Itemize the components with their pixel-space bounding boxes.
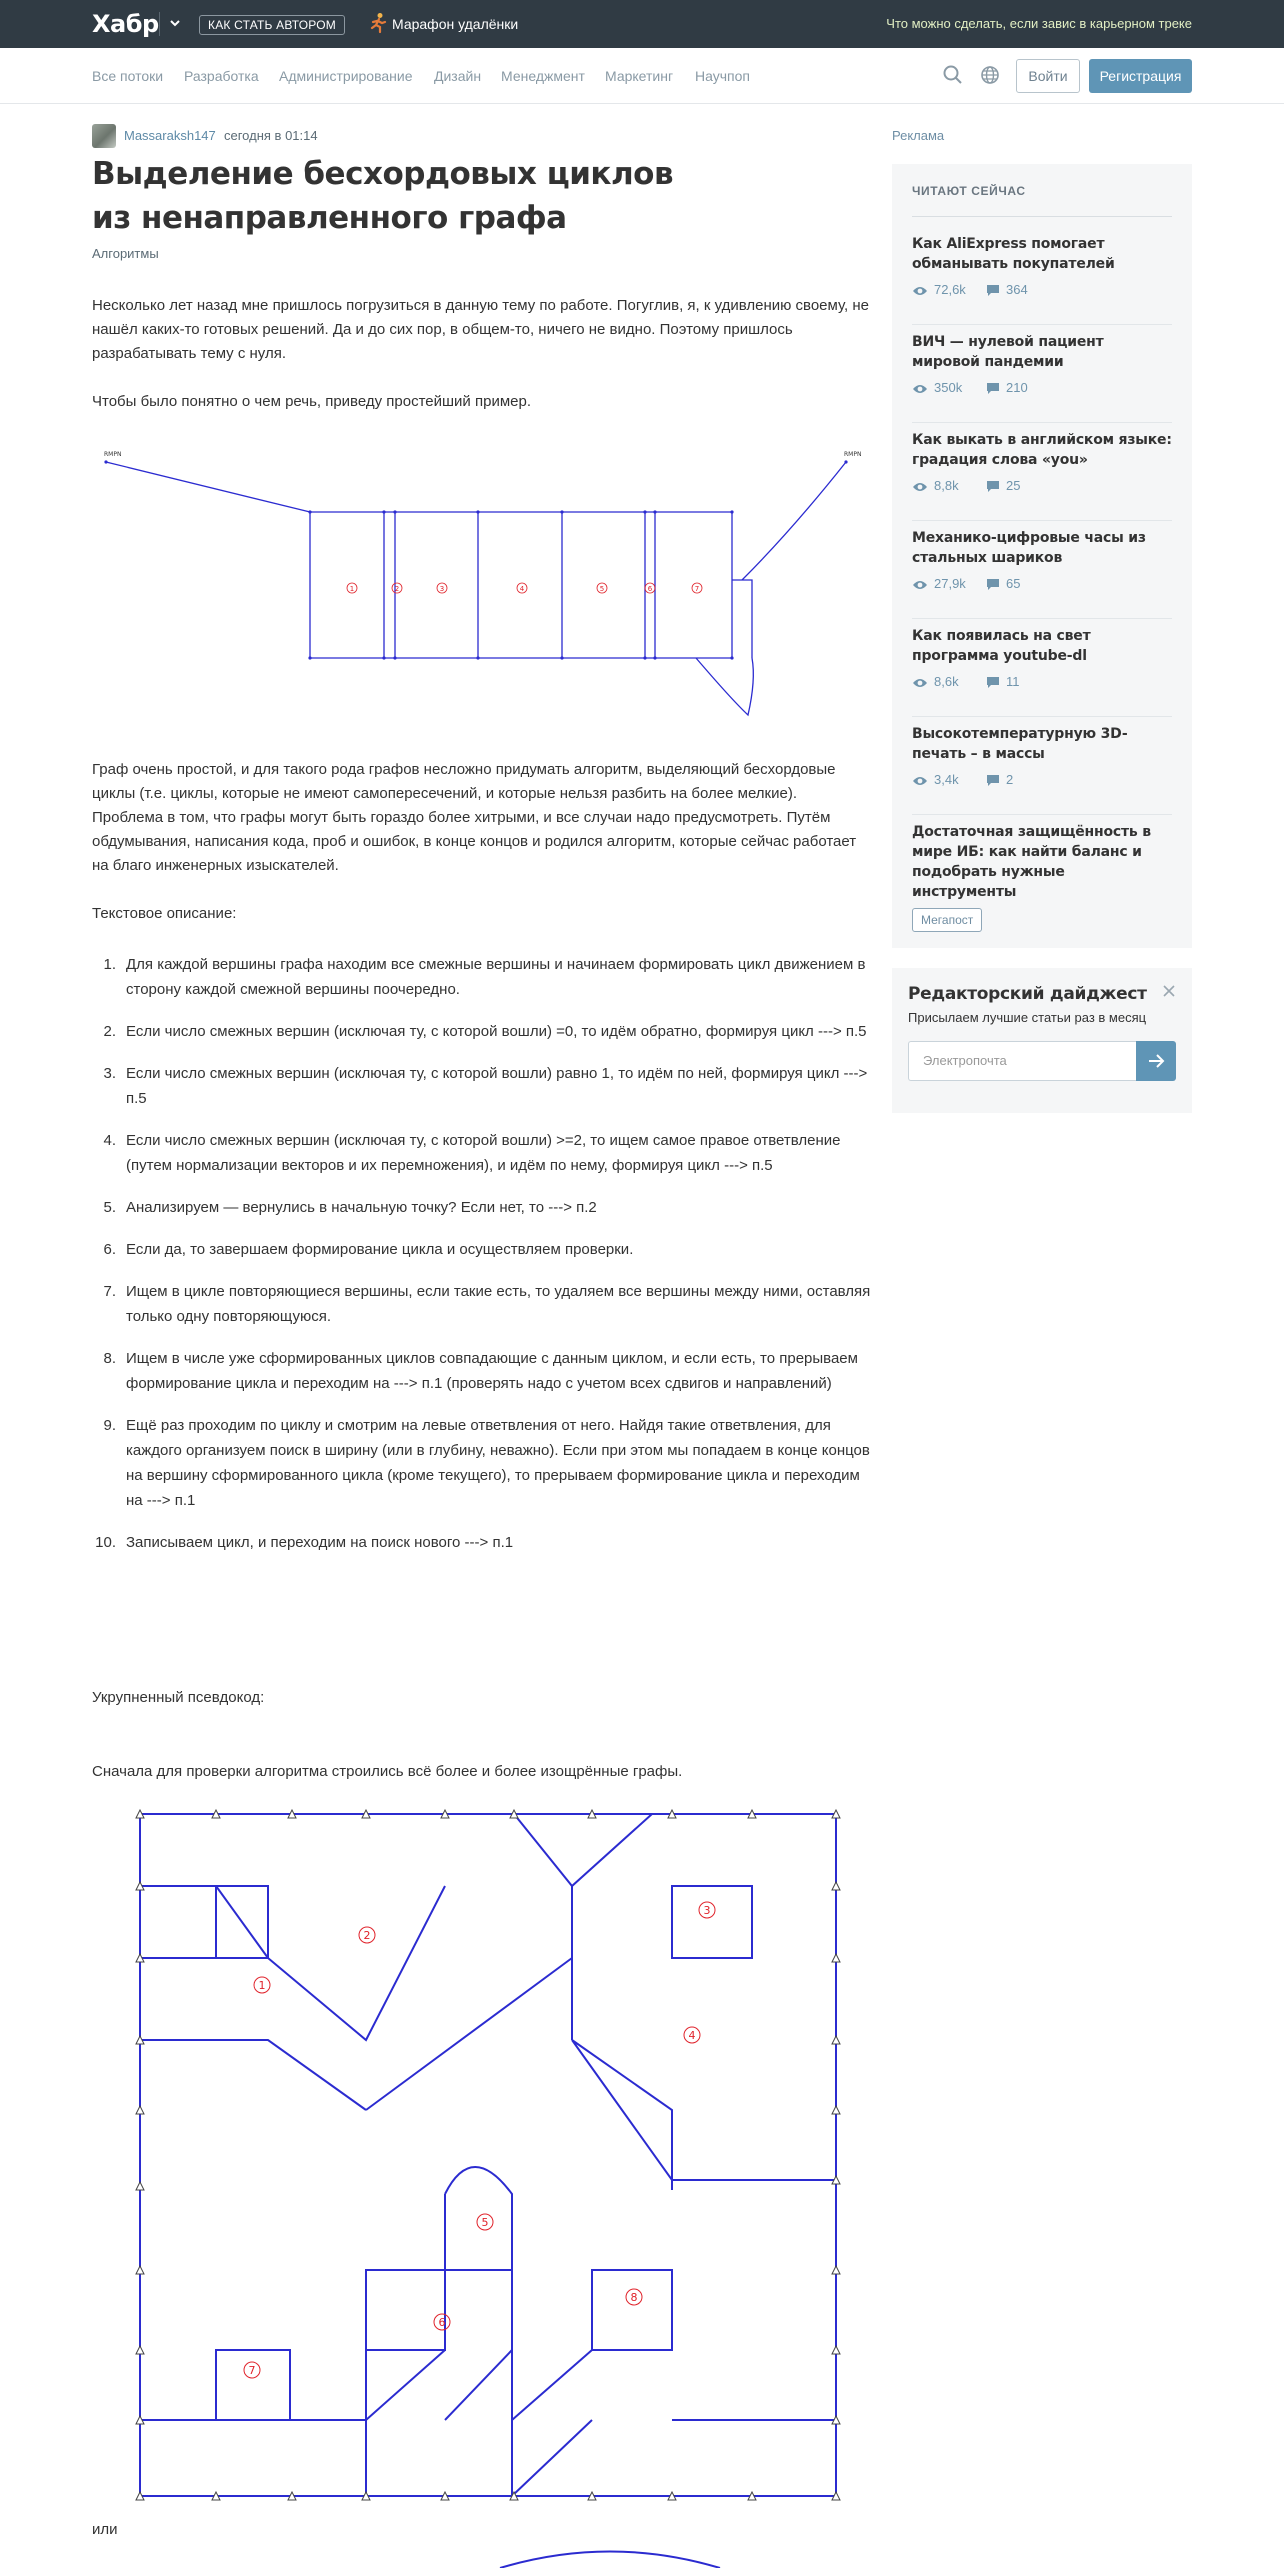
comments-count: 364 [1006, 282, 1028, 297]
career-link[interactable]: Что можно сделать, если завис в карьерном треке [886, 16, 1192, 31]
list-item: Если число смежных вершин (исключая ту, с которой вошли) >=2, то ищем самое правое ответвление (путем нормализации векторов и их перемножения), и идём по нему, формируя цикл ---> п.5 [126, 1132, 841, 1174]
divider [912, 814, 1172, 815]
intro-paragraph: Несколько лет назад мне пришлось погрузиться в данную тему по работе. Погуглив, я, к удивлению своему, не нашёл каких-то готовых решений. Да и до сих пор, в общем-то, ничего не видно. Поэтому пришлось разрабатывать тему с нуля. [92, 297, 869, 362]
eye-icon [912, 677, 928, 689]
or-paragraph: или [92, 2521, 118, 2538]
reading-item-title[interactable]: Механико-цифровые часы из стальных шариков [912, 530, 1146, 566]
svg-text:7: 7 [694, 585, 700, 593]
reading-now-widget [892, 164, 1192, 948]
digest-subtitle: Присылаем лучшие статьи раз в месяц [908, 1010, 1147, 1025]
email-field[interactable]: Электропочта [908, 1041, 1136, 1081]
nav-admin[interactable]: Администрирование [279, 68, 413, 84]
reading-item-title[interactable]: ВИЧ — нулевой пациент мировой пандемии [912, 334, 1104, 370]
graph-paragraph: Граф очень простой, и для такого рода графов несложно придумать алгоритм, выделяющий бесхордовые циклы (т.е. циклы, которые не имеют самопересечений, и которые нельзя разбить на более мелкие). Проблема в том, что графы могут быть гораздо более хитрыми, и все случаи надо предусмотреть. Путём обдумывания, написания кода, проб и ошибок, в конце концов и родился алгоритм, которые сейчас работает на благо инженерных изыскателей. [92, 761, 857, 874]
views-count: 8,8k [934, 478, 959, 493]
svg-text:RMPN: RMPN [104, 451, 122, 458]
comments-count: 11 [1006, 674, 1020, 689]
digest-title: Редакторский дайджест [908, 984, 1147, 1004]
comments-count: 65 [1006, 576, 1021, 591]
reading-item-title[interactable]: Как выкать в английском языке: градация слова «you» [912, 432, 1172, 468]
simple-graph-figure [92, 440, 872, 730]
author-link[interactable]: Massaraksh147 [124, 128, 216, 143]
reading-item-title[interactable]: Достаточная защищённость в мире ИБ: как найти баланс и подобрать нужные инструменты [912, 824, 1151, 900]
reading-item-title[interactable]: Как появилась на свет программа youtube-dl [912, 628, 1091, 664]
list-item: Ищем в числе уже сформированных циклов совпадающие с данным циклом, и если есть, то прерываем формирование цикла и переходим на ---> п.1 (проверять надо с учетом всех сдвигов и направлений) [126, 1350, 858, 1392]
views-count: 350k [934, 380, 963, 395]
hub-link[interactable]: Алгоритмы [92, 246, 159, 261]
list-item: Для каждой вершины графа находим все смежные вершины и начинаем формировать цикл движением в сторону каждой смежной вершины поочередно. [126, 956, 866, 998]
chevron-down-icon[interactable] [168, 14, 182, 32]
page-title: Выделение бесхордовых циклов из ненаправленного графа [92, 156, 674, 236]
text-description-heading: Текстовое описание: [92, 905, 237, 922]
svg-text:2: 2 [363, 1929, 371, 1942]
eye-icon [912, 285, 928, 297]
avatar[interactable] [92, 124, 116, 148]
search-icon[interactable] [942, 64, 964, 86]
globe-icon[interactable] [979, 64, 1001, 86]
eye-icon [912, 481, 928, 493]
comments-count: 210 [1006, 380, 1028, 395]
svg-text:6: 6 [647, 585, 653, 593]
eye-icon [912, 383, 928, 395]
reading-item[interactable] [912, 724, 1172, 790]
nav-all-flows[interactable]: Все потоки [92, 68, 164, 84]
algorithm-steps [92, 952, 872, 1572]
svg-text:4: 4 [688, 2029, 696, 2042]
reading-item[interactable] [912, 822, 1172, 932]
figure-3-top [480, 2545, 740, 2568]
svg-text:8: 8 [630, 2291, 638, 2304]
reading-item[interactable] [912, 430, 1172, 496]
nav-marketing[interactable]: Маркетинг [605, 68, 674, 84]
comments-count: 2 [1006, 772, 1014, 787]
runner-icon [368, 12, 388, 34]
pseudocode-heading: Укрупненный псевдокод: [92, 1689, 265, 1706]
list-item: Если число смежных вершин (исключая ту, с которой вошли) равно 1, то идём по ней, формируя цикл ---> п.5 [126, 1065, 868, 1107]
promo-link[interactable]: Марафон удалёнки [392, 16, 519, 32]
svg-text:5: 5 [599, 585, 605, 593]
list-item: Записываем цикл, и переходим на поиск нового ---> п.1 [126, 1534, 514, 1551]
svg-text:RMPN: RMPN [844, 451, 862, 458]
divider [912, 618, 1172, 619]
svg-text:6: 6 [438, 2316, 446, 2329]
reading-item[interactable] [912, 528, 1172, 594]
comment-icon [986, 284, 1000, 297]
subscribe-button[interactable] [1136, 1041, 1176, 1081]
svg-text:7: 7 [248, 2364, 256, 2377]
main-nav [0, 48, 1284, 104]
post-time: сегодня в 01:14 [224, 128, 318, 143]
logo-divider [159, 12, 160, 36]
arrow-right-icon [1136, 1041, 1176, 1081]
svg-text:4: 4 [519, 585, 525, 593]
top-bar [0, 0, 1284, 48]
divider [912, 422, 1172, 423]
list-item: Если число смежных вершин (исключая ту, с которой вошли) =0, то идём обратно, формируя цикл ---> п.5 [126, 1023, 867, 1040]
eye-icon [912, 775, 928, 787]
nav-popsci[interactable]: Научпоп [695, 68, 750, 84]
comment-icon [986, 676, 1000, 689]
list-item: Анализируем — вернулись в начальную точку? Если нет, то ---> п.2 [126, 1199, 597, 1216]
views-count: 8,6k [934, 674, 959, 689]
comment-icon [986, 578, 1000, 591]
complex-graph-figure [92, 1790, 872, 2510]
divider [912, 324, 1172, 325]
divider [912, 520, 1172, 521]
list-item: Если да, то завершаем формирование цикла и осуществляем проверки. [126, 1241, 634, 1258]
list-item: Ищем в цикле повторяющиеся вершины, если такие есть, то удаляем все вершины между ними, оставляя только одну повторяющуюся. [126, 1283, 871, 1325]
nav-development[interactable]: Разработка [184, 68, 259, 84]
comment-icon [986, 480, 1000, 493]
svg-text:1: 1 [258, 1979, 266, 1992]
reading-now-title: ЧИТАЮТ СЕЙЧАС [912, 184, 1026, 198]
ad-label: Реклама [892, 128, 945, 143]
svg-text:5: 5 [481, 2216, 489, 2229]
become-author-button[interactable]: КАК СТАТЬ АВТОРОМ [199, 15, 345, 35]
comments-count: 25 [1006, 478, 1021, 493]
views-count: 72,6k [934, 282, 966, 297]
list-item: Ещё раз проходим по циклу и смотрим на левые ответвления от него. Найдя такие ответвления, для каждого организуем поиск в ширину (или в глубину, неважно). Если при этом мы попадаем в конце концов на вершину сформированного цикла (кроме текущего), то прерываем формирование цикла и переходим на ---> п.1 [126, 1417, 870, 1509]
svg-text:1: 1 [349, 585, 355, 593]
nav-design[interactable]: Дизайн [434, 68, 482, 84]
svg-text:2: 2 [394, 585, 400, 593]
reading-item[interactable] [912, 332, 1172, 398]
svg-text:3: 3 [439, 585, 445, 593]
views-count: 3,4k [934, 772, 959, 787]
views-count: 27,9k [934, 576, 966, 591]
divider [912, 216, 1172, 217]
close-icon[interactable] [1162, 984, 1176, 998]
svg-text:3: 3 [703, 1904, 711, 1917]
megapost-badge[interactable]: Мегапост [912, 908, 982, 932]
register-button[interactable]: Регистрация [1089, 59, 1192, 93]
reading-item[interactable] [912, 234, 1172, 300]
habr-logo[interactable]: Хабр [92, 10, 159, 38]
nav-management[interactable]: Менеджмент [501, 68, 585, 84]
comment-icon [986, 382, 1000, 395]
graphs-paragraph: Сначала для проверки алгоритма строились всё более и более изощрённые графы. [92, 1763, 683, 1780]
example-paragraph: Чтобы было понятно о чем речь, приведу простейший пример. [92, 393, 531, 410]
comment-icon [986, 774, 1000, 787]
reading-item-title[interactable]: Как AliExpress помогает обманывать покупателей [912, 236, 1115, 272]
reading-item-title[interactable]: Высокотемпературную 3D-печать – в массы [912, 726, 1128, 762]
eye-icon [912, 579, 928, 591]
divider [912, 716, 1172, 717]
login-button[interactable]: Войти [1016, 59, 1080, 93]
reading-item[interactable] [912, 626, 1172, 692]
editor-digest-widget [892, 968, 1192, 1113]
